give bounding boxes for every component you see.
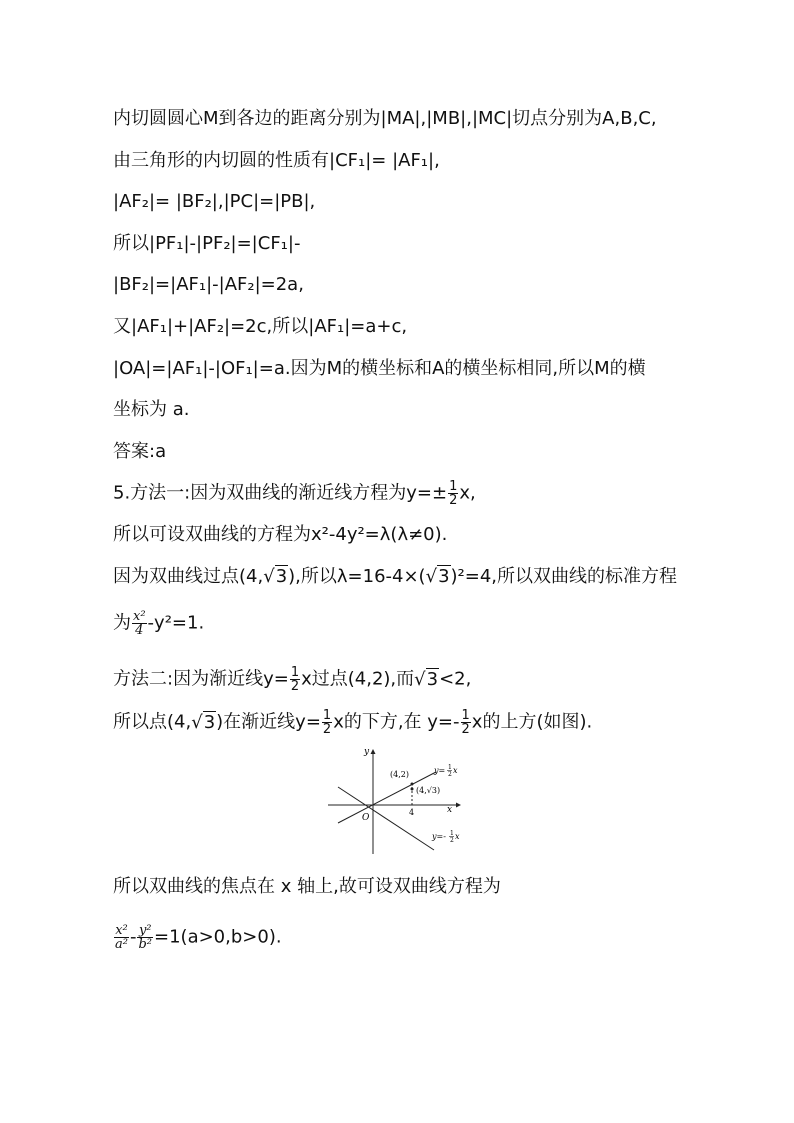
point-4-sqrt3 [411, 788, 414, 791]
upper-half-den: 2 [448, 771, 452, 778]
text-line-5: |BF₂|=|AF₁|-|AF₂|=2a, [113, 274, 304, 295]
point-4-sqrt3-label: (4,√3) [416, 786, 441, 795]
fraction-x2-over-4: $\frac{\text{x²}}{4}$ [133, 609, 146, 638]
asymptote-lower [338, 787, 434, 850]
lower-half-den: 2 [450, 837, 454, 844]
fraction-half: $\frac{1}{2}$ [322, 708, 332, 737]
method-one-text: 5.方法一:因为双曲线的渐近线方程为y=± [113, 482, 448, 504]
y-axis-arrow [371, 749, 376, 754]
text-line-7: |OA|=|AF₁|-|OF₁|=a.因为M的横坐标和A的横坐标相同,所以M的横 [113, 358, 646, 379]
text-line-2: 由三角形的内切圆的性质有|CF₁|= |AF₁|, [113, 150, 440, 171]
upper-line-label: y= [434, 766, 446, 775]
asymptote-figure [328, 744, 468, 854]
text-line-11: 所以可设双曲线的方程为x²-4y²=λ(λ≠0). [113, 524, 448, 545]
sqrt-3: √3 [263, 566, 288, 587]
fraction-half: $\frac{1}{2}$ [290, 665, 300, 694]
method-one-line: 5.方法一:因为双曲线的渐近线方程为y=± $\frac{1}{2}$ x, [113, 479, 476, 508]
asymptote-upper [338, 772, 436, 823]
fraction-x2-over-a2: $\frac{\text{x²}}{\text{a²}}$ [115, 923, 128, 952]
answer-line: 答案:a [113, 441, 167, 462]
fraction-half: $\frac{1}{2}$ [449, 479, 458, 508]
text-line-4: 所以|PF₁|-|PF₂|=|CF₁|- [113, 233, 301, 254]
text-line-13: 为 $\frac{\text{x²}}{4}$ -y²=1. [113, 609, 205, 638]
text-line-6: 又|AF₁|+|AF₂|=2c,所以|AF₁|=a+c, [113, 316, 408, 337]
text-line-1: 内切圆圆心M到各边的距离分别为|MA|,|MB|,|MC|切点分别为A,B,C, [113, 108, 657, 129]
text-line-8: 坐标为 a. [113, 399, 190, 420]
sqrt-3: √3 [414, 668, 439, 690]
x-axis-arrow [456, 803, 461, 808]
fraction-y2-over-b2: $\frac{\text{y²}}{\text{b²}}$ [138, 923, 153, 952]
lower-var-x: x [455, 832, 460, 841]
upper-half-num: 1 [448, 764, 452, 771]
sqrt-3: √3 [425, 566, 450, 587]
text-line-16: 所以双曲线的焦点在 x 轴上,故可设双曲线方程为 [113, 876, 501, 897]
point-4-2 [411, 783, 414, 786]
lower-line-label: y=- [432, 832, 446, 841]
asymptote-diagram [328, 744, 468, 854]
upper-var-x: x [453, 766, 458, 775]
method-two-line: 方法二:因为渐近线y= $\frac{1}{2}$ x过点(4,2),而√3<2, [113, 665, 472, 694]
text-line-12: 因为双曲线过点(4,√3),所以λ=16-4×(√3)²=4,所以双曲线的标准方程 [113, 564, 677, 590]
fraction-half: $\frac{1}{2}$ [461, 708, 470, 737]
x-axis-label: x [447, 805, 453, 815]
lower-half-num: 1 [450, 830, 454, 837]
text-line-17: $\frac{\text{x²}}{\text{a²}}$ - $\frac{\text{y²}}{\text{b²}}$ =1(a>0,b>0). [115, 923, 282, 952]
point-4-2-label: (4,2) [390, 770, 409, 779]
text-line-3: |AF₂|= |BF₂|,|PC|=|PB|, [113, 191, 316, 212]
text-line-15: 所以点(4,√3)在渐近线y= $\frac{1}{2}$ x的下方,在 y=- $\frac{1}{2}$ x的上方(如图). [113, 708, 593, 737]
sqrt-3: √3 [191, 711, 216, 733]
origin-label: O [362, 813, 370, 823]
tick-4-label: 4 [409, 808, 415, 817]
y-axis-label: y [364, 747, 370, 757]
